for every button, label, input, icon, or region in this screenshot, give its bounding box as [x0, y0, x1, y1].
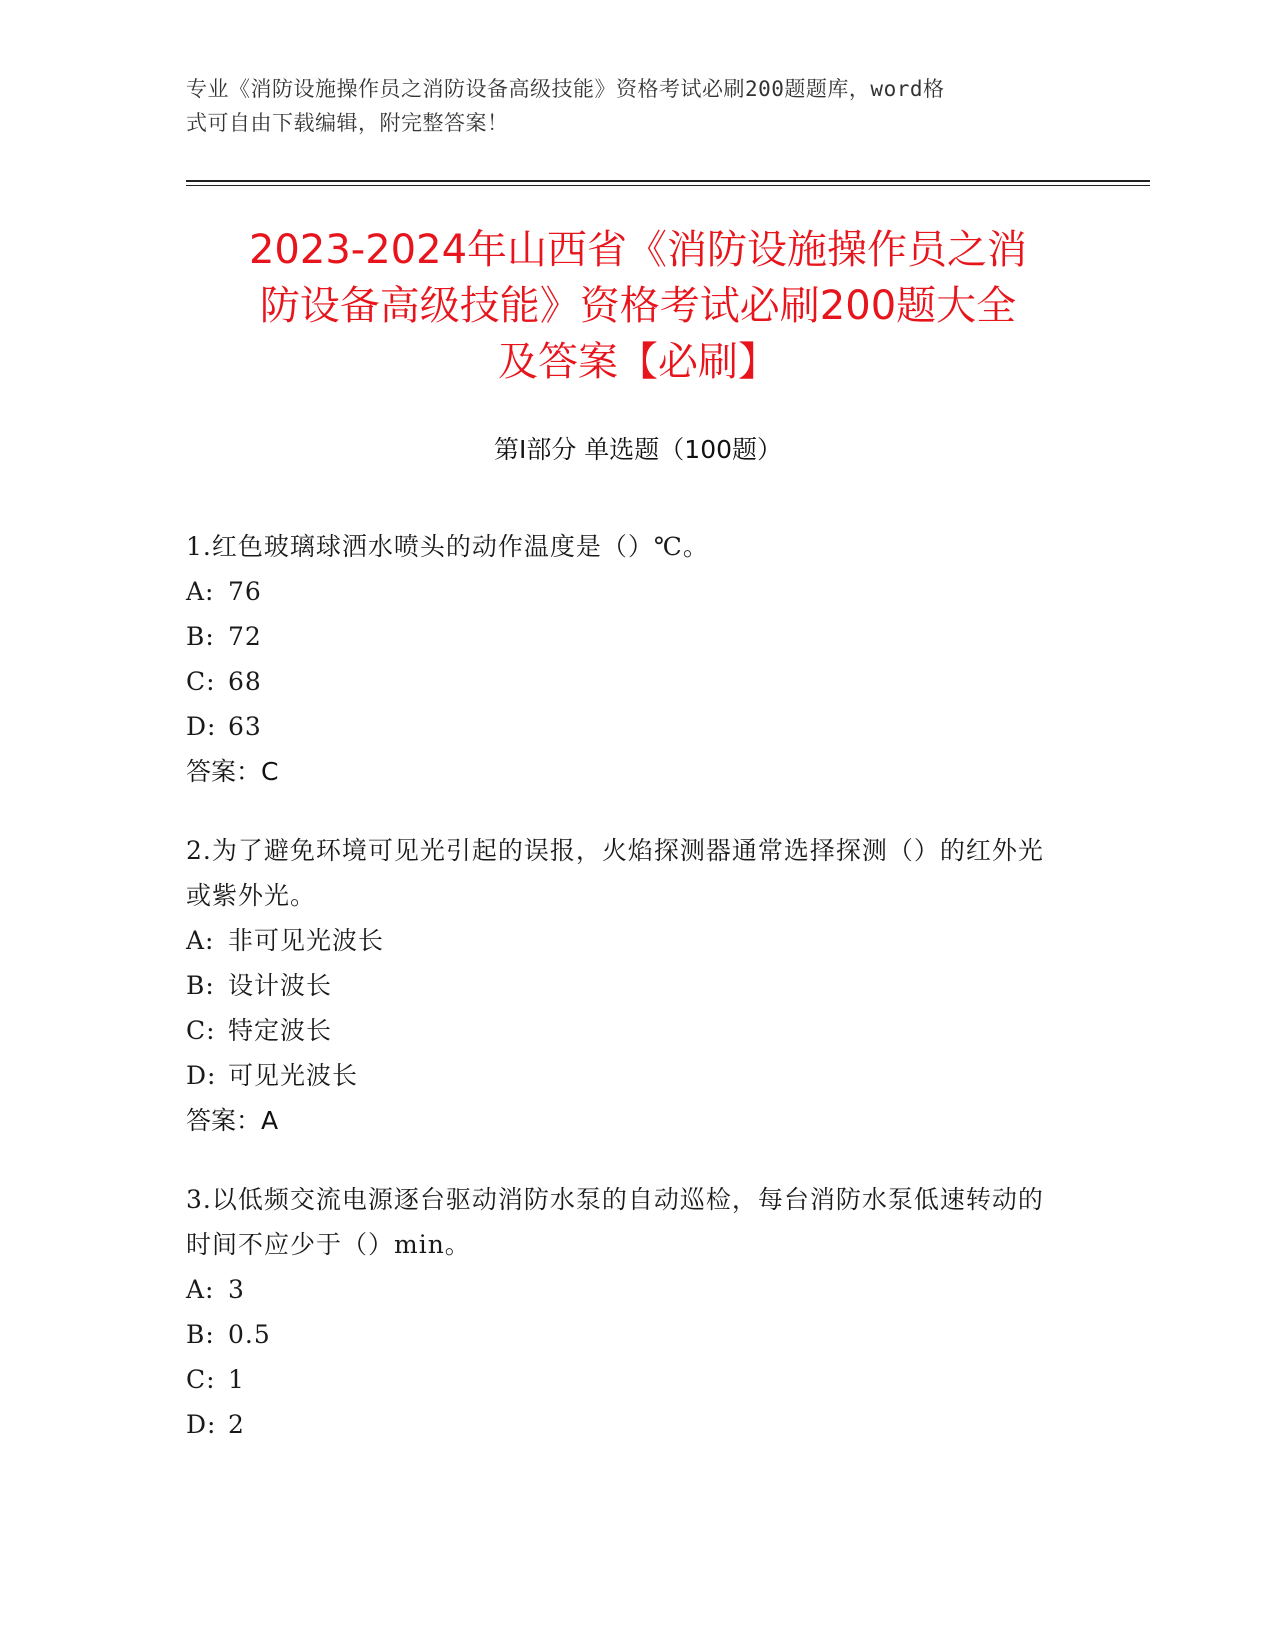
header-divider-thick [186, 180, 1150, 182]
answer-line: 答案：A [186, 1106, 279, 1135]
option-d [186, 1053, 1066, 1098]
document-title [186, 222, 1090, 390]
option-text: 可见光波长 [228, 1061, 359, 1090]
option-b [186, 614, 1066, 659]
option-text: 0.5 [228, 1320, 271, 1349]
option-b [186, 1312, 1066, 1357]
option-letter: A: [186, 1275, 215, 1304]
option-text: 68 [228, 667, 262, 696]
option-letter: A: [186, 577, 215, 606]
question-2 [186, 828, 1066, 1143]
option-a [186, 918, 1066, 963]
title-line-1: 2023-2024年山西省《消防设施操作员之消 [248, 227, 1028, 273]
option-c [186, 1008, 1066, 1053]
title-line-2: 防设备高级技能》资格考试必刷200题大全 [259, 283, 1017, 329]
option-text: 1 [228, 1365, 245, 1394]
option-letter: D: [186, 1410, 217, 1439]
option-text: 非可见光波长 [228, 926, 385, 955]
option-text: 72 [228, 622, 262, 651]
option-text: 特定波长 [228, 1016, 333, 1045]
header-note-line-1: 专业《消防设施操作员之消防设备高级技能》资格考试必刷200题题库，word格 [186, 77, 945, 101]
option-text: 76 [228, 577, 262, 606]
option-text: 设计波长 [228, 971, 333, 1000]
option-letter: D: [186, 712, 217, 741]
option-letter: C: [186, 1016, 216, 1045]
header-divider-thin [186, 185, 1150, 186]
option-c [186, 1357, 1066, 1402]
header-note [186, 72, 1066, 140]
title-line-3: 及答案【必刷】 [498, 339, 778, 385]
option-text: 3 [228, 1275, 245, 1304]
option-b [186, 963, 1066, 1008]
option-c [186, 659, 1066, 704]
question-text: 3.以低频交流电源逐台驱动消防水泵的自动巡检，每台消防水泵低速转动的时间不应少于（）min。 [186, 1185, 1044, 1259]
question-1 [186, 524, 1066, 794]
option-letter: B: [186, 971, 215, 1000]
option-letter: B: [186, 622, 215, 651]
option-text: 2 [228, 1410, 245, 1439]
option-text: 63 [228, 712, 262, 741]
question-3 [186, 1177, 1066, 1447]
option-letter: C: [186, 667, 216, 696]
header-note-line-2: 式可自由下载编辑，附完整答案！ [186, 111, 509, 135]
option-letter: D: [186, 1061, 217, 1090]
question-text: 1.红色玻璃球洒水喷头的动作温度是（）℃。 [186, 532, 709, 561]
question-list [186, 524, 1066, 1481]
question-text: 2.为了避免环境可见光引起的误报，火焰探测器通常选择探测（）的红外光或紫外光。 [186, 836, 1044, 910]
option-letter: A: [186, 926, 215, 955]
option-d [186, 1402, 1066, 1447]
option-letter: B: [186, 1320, 215, 1349]
answer-line: 答案：C [186, 757, 279, 786]
option-a [186, 569, 1066, 614]
option-d [186, 704, 1066, 749]
section-heading: 第Ⅰ部分 单选题（100题） [493, 435, 783, 464]
option-letter: C: [186, 1365, 216, 1394]
option-a [186, 1267, 1066, 1312]
